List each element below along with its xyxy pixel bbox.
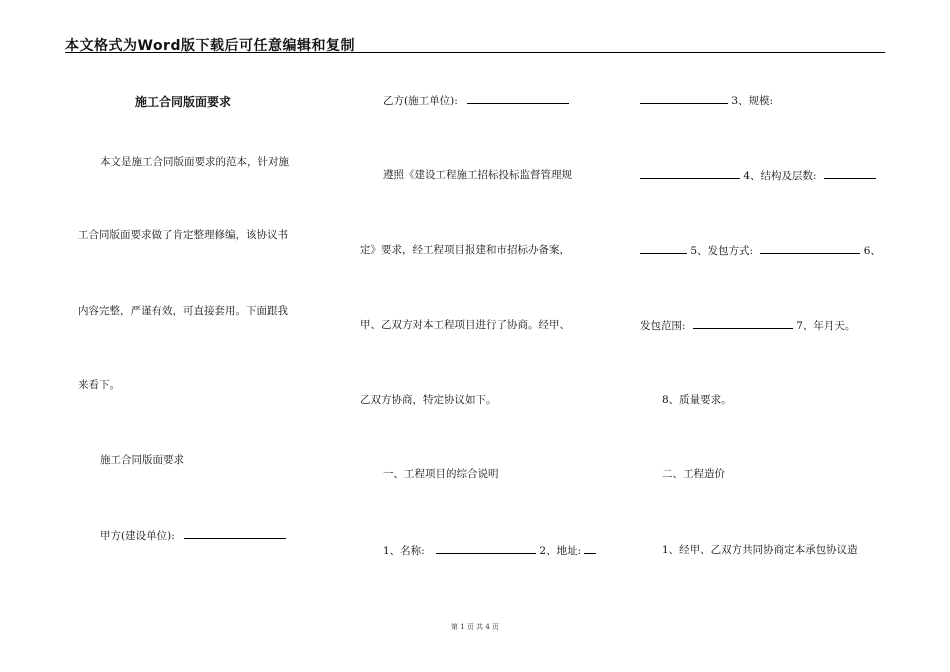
col1-paragraph-line-2: 工合同版面要求做了肯定整理修编，该协议书 [78, 229, 288, 241]
party-a-blank [184, 528, 286, 539]
page-header [65, 34, 885, 53]
scope-blank [693, 318, 793, 329]
document-title: 施工合同版面要求 [135, 95, 232, 109]
item-2-label: 2、地址: [539, 545, 582, 557]
item-5-blank [760, 243, 860, 254]
item-7-label: 7、年月天。 [796, 320, 856, 332]
item-1-blank [436, 543, 536, 554]
item-2-blank [584, 543, 596, 554]
col1-subtitle: 施工合同版面要求 [100, 454, 184, 466]
item-5-label: 5、发包方式: [690, 245, 754, 257]
col2-paragraph-line-4: 乙双方协商，特定协议如下。 [360, 394, 497, 406]
page-footer: 第 1 页 共 4 页 [450, 623, 500, 631]
item-3-label: 3、规模: [731, 95, 774, 107]
section-1-heading: 一、工程项目的综合说明 [383, 468, 499, 480]
scope-line [640, 318, 855, 333]
item-1-label: 1、名称: [383, 545, 425, 557]
price-line-1: 1、经甲、乙双方共同协商定本承包协议造 [662, 544, 858, 556]
section-2-heading: 二、工程造价 [662, 468, 725, 480]
item-4-line [640, 168, 876, 183]
col2-paragraph-line-2: 定》要求，经工程项目报建和市招标办备案， [360, 244, 570, 256]
scope-label: 发包范围: [640, 320, 686, 332]
party-b-line [383, 93, 569, 108]
col1-paragraph-line-1: 本文是施工合同版面要求的范本，针对施 [100, 156, 289, 168]
party-a-label: 甲方(建设单位): [100, 530, 175, 542]
item-5-line [640, 243, 881, 258]
item-4-label: 4、结构及层数: [743, 170, 817, 182]
item-3-lead-blank [640, 93, 728, 104]
item-6-label: 6、 [863, 245, 881, 257]
item-5-lead-blank [640, 243, 687, 254]
party-b-label: 乙方(施工单位): [383, 95, 458, 107]
item-8-line: 8、质量要求。 [662, 394, 732, 406]
col2-paragraph-line-1: 遵照《建设工程施工招标投标监督管理规 [383, 169, 572, 181]
item-4-lead-blank [640, 168, 740, 179]
col2-paragraph-line-3: 甲、乙双方对本工程项目进行了协商。经甲、 [360, 319, 570, 331]
header-text: 本文格式为Word版下载后可任意编辑和复制 [65, 38, 355, 54]
item-3-line [640, 93, 773, 108]
party-b-blank [467, 93, 569, 104]
col1-paragraph-line-3: 内容完整，严谨有效，可直接套用。下面跟我 [78, 305, 288, 317]
item-4-blank [824, 168, 876, 179]
party-a-line [100, 528, 286, 543]
col1-paragraph-line-4: 来看下。 [78, 379, 120, 391]
item-name-address-line [383, 543, 596, 558]
